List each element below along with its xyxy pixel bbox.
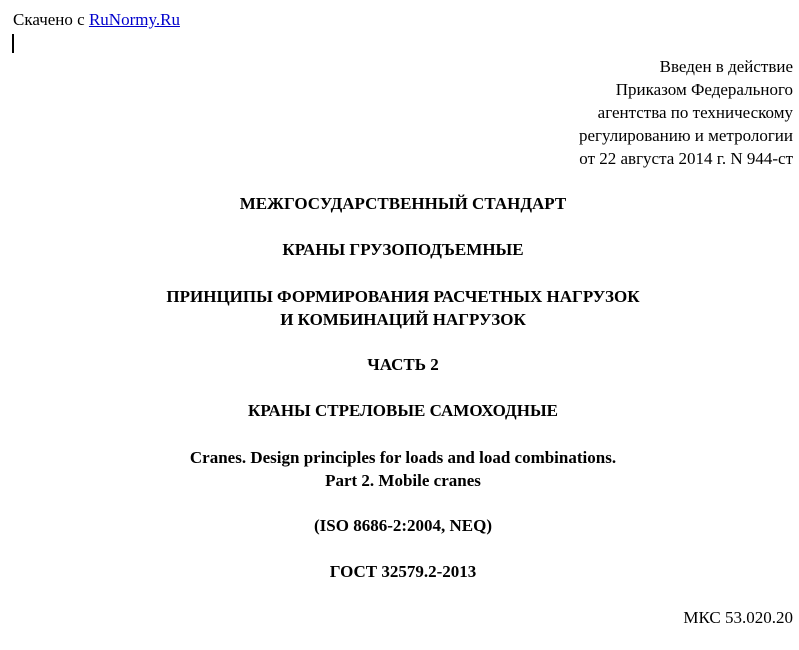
enactment-line: регулированию и метрологии xyxy=(578,126,793,145)
subtitle-line-1: ПРИНЦИПЫ ФОРМИРОВАНИЯ РАСЧЕТНЫХ НАГРУЗОК xyxy=(166,287,640,306)
source-prefix: Скачено с xyxy=(13,10,89,29)
text-cursor xyxy=(12,34,14,53)
english-title-line-1: Cranes. Design principles for loads and load combinations. xyxy=(189,448,617,467)
standard-title: КРАНЫ ГРУЗОПОДЪЕМНЫЕ xyxy=(282,240,524,259)
gost-number: ГОСТ 32579.2-2013 xyxy=(329,562,477,581)
english-title-line-2: Part 2. Mobile cranes xyxy=(325,471,481,490)
english-title xyxy=(0,446,799,492)
enactment-line: Введен в действие xyxy=(659,57,793,76)
subtitle-line-2: И КОМБИНАЦИЙ НАГРУЗОК xyxy=(280,310,526,329)
enactment-block xyxy=(579,55,793,170)
source-link[interactable]: RuNormy.Ru xyxy=(88,10,180,29)
standard-part-title: КРАНЫ СТРЕЛОВЫЕ САМОХОДНЫЕ xyxy=(248,401,558,420)
standard-subtitle xyxy=(0,285,799,331)
source-line xyxy=(13,8,180,31)
standard-type: МЕЖГОСУДАРСТВЕННЫЙ СТАНДАРТ xyxy=(239,194,567,213)
mks-code: МКС 53.020.20 xyxy=(683,608,793,627)
enactment-line: агентства по техническому xyxy=(597,103,793,122)
standard-part: ЧАСТЬ 2 xyxy=(367,355,439,374)
iso-reference: (ISO 8686-2:2004, NEQ) xyxy=(313,516,493,535)
enactment-line: от 22 августа 2014 г. N 944-ст xyxy=(579,149,793,168)
enactment-line: Приказом Федерального xyxy=(615,80,793,99)
